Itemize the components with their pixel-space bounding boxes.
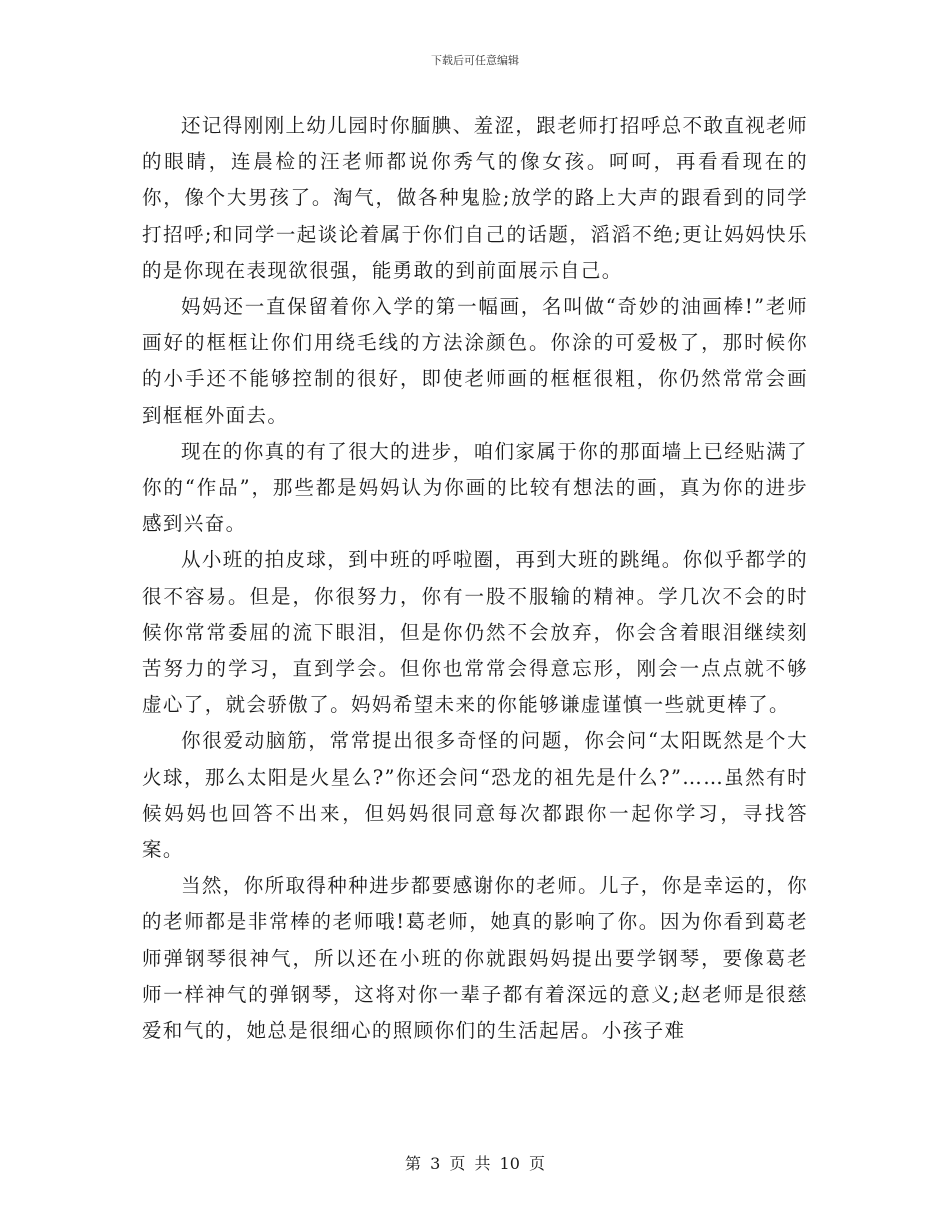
paragraph-1: 还记得刚刚上幼儿园时你腼腆、羞涩，跟老师打招呼总不敢直视老师的眼睛，连晨检的汪老师都说你秀气的像女孩。呵呵，再看看现在的你，像个大男孩了。淘气，做各种鬼脸;放学的路上大声的跟看到的同学打招呼;和同学一起谈论着属于你们自己的话题，滔滔不绝;更让妈妈快乐的是你现在表现欲很强，能勇敢的到前面展示自己。	[142, 114, 809, 282]
paragraph-4: 从小班的拍皮球，到中班的呼啦圈，再到大班的跳绳。你似乎都学的很不容易。但是，你很努力，你有一股不服输的精神。学几次不会的时候你常常委屈的流下眼泪，但是你仍然不会放弃，你会含着眼泪继续刻苦努力的学习，直到学会。但你也常常会得意忘形，刚会一点点就不够虚心了，就会骄傲了。妈妈希望未来的你能够谦虚谨慎一些就更棒了。	[142, 548, 809, 717]
paragraph-3: 现在的你真的有了很大的进步，咱们家属于你的那面墙上已经贴满了你的“作品”，那些都是妈妈认为你画的比较有想法的画，真为你的进步感到兴奋。	[142, 439, 809, 536]
page-footer: 第 3 页 共 10 页	[405, 1154, 545, 1173]
paragraph-2: 妈妈还一直保留着你入学的第一幅画，名叫做“奇妙的油画棒!”老师画好的框框让你们用绕毛线的方法涂颜色。你涂的可爱极了，那时候你的小手还不能够控制的很好，即使老师画的框框很粗，你仍然常常会画到框框外面去。	[142, 295, 808, 427]
paragraph-6: 当然，你所取得种种进步都要感谢你的老师。儿子，你是幸运的，你的老师都是非常棒的老师哦!葛老师，她真的影响了你。因为你看到葛老师弹钢琴很神气，所以还在小班的你就跟妈妈提出要学钢琴，要像葛老师一样神气的弹钢琴，这将对你一辈子都有着深远的意义;赵老师是很慈爱和气的，她总是很细心的照顾你们的生活起居。小孩子难	[142, 874, 809, 1043]
paragraph-5: 你很爱动脑筋，常常提出很多奇怪的问题，你会问“太阳既然是个大火球，那么太阳是火星么?”你还会问“恐龙的祖先是什么?”……虽然有时候妈妈也回答不出来，但妈妈很同意每次都跟你一起你学习，寻找答案。	[142, 729, 808, 862]
document-body	[142, 108, 808, 1049]
page-header: 下载后可任意编辑	[431, 54, 519, 67]
